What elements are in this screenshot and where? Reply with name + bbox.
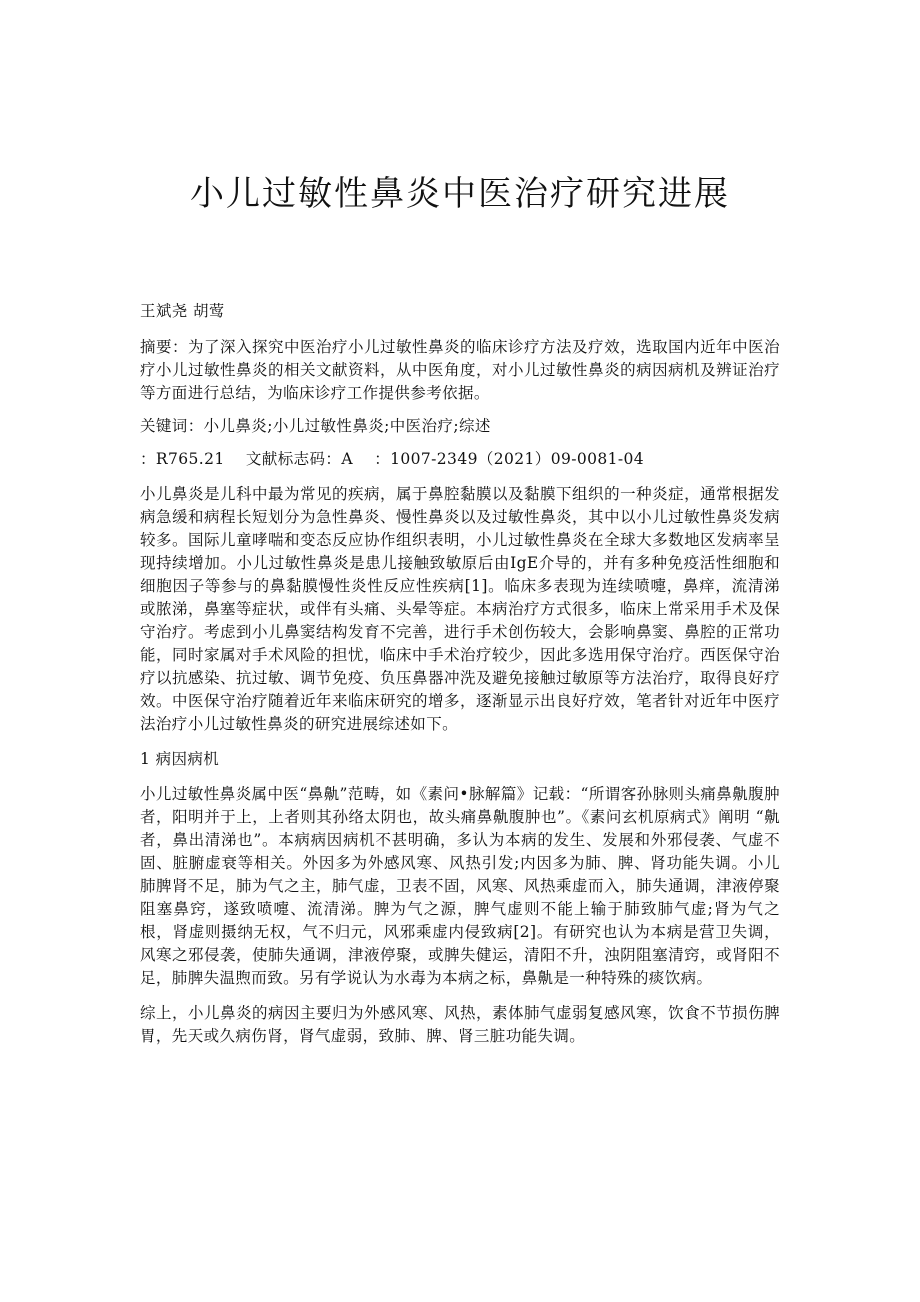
page-title: 小儿过敏性鼻炎中医治疗研究进展 [190, 174, 730, 214]
abstract: 摘要：为了深入探究中医治疗小儿过敏性鼻炎的临床诊疗方法及疗效，选取国内近年中医治疗小儿过敏性鼻炎的相关文献资料，从中医角度，对小儿过敏性鼻炎的病因病机及辨证治疗等方面进行总结，为临床诊疗工作提供参考依据。 [140, 338, 780, 402]
authors: 王斌尧 胡莺 [140, 302, 225, 320]
section-heading: 1 病因病机 [140, 750, 220, 768]
classification-info: ：R765.21 文献标志码：A ：1007-2349（2021）09-0081-04 [140, 450, 645, 468]
intro-paragraph: 小儿鼻炎是儿科中最为常见的疾病，属于鼻腔黏膜以及黏膜下组织的一种炎症，通常根据发病急缓和病程长短划分为急性鼻炎、慢性鼻炎以及过敏性鼻炎，其中以小儿过敏性鼻炎发病较多。国际儿童哮喘和变态反应协作组织表明，小儿过敏性鼻炎在全球大多数地区发病率呈现持续增加。小儿过敏性鼻炎是患儿接触致敏原后由IgE介导的，并有多种免疫活性细胞和细胞因子等参与的鼻黏膜慢性炎性反应性疾病[1]。临床多表现为连续喷嚏，鼻痒，流清涕或脓涕，鼻塞等症状，或伴有头痛、头晕等症。本病治疗方式很多，临床上常采用手术及保守治疗。考虑到小儿鼻窦结构发育不完善，进行手术创伤较大，会影响鼻窦、鼻腔的正常功能，同时家属对手术风险的担忧，临床中手术治疗较少，因此多选用保守治疗。西医保守治疗以抗感染、抗过敏、调节免疫、负压鼻器冲洗及避免接触过敏原等方法治疗，取得良好疗效。中医保守治疗随着近年来临床研究的增多，逐渐显示出良好疗效，笔者针对近年中医疗法治疗小儿过敏性鼻炎的研究进展综述如下。 [140, 485, 780, 733]
keywords: 关键词：小儿鼻炎;小儿过敏性鼻炎;中医治疗;综述 [140, 417, 491, 435]
section1-paragraph-1: 小儿过敏性鼻炎属中医“鼻鼽”范畴，如《素问•脉解篇》记载：“所谓客孙脉则头痛鼻鼽腹肿者，阳明并于上，上者则其孙络太阴也，故头痛鼻鼽腹肿也”。《素问玄机原病式》阐明 “鼽者，鼻出清涕也”。本病病因病机不甚明确，多认为本病的发生、发展和外邪侵袭、气虚不固、脏腑虚衰等相关。外因多为外感风寒、风热引发;内因多为肺、脾、肾功能失调。小儿肺脾肾不足，肺为气之主，肺气虚，卫表不固，风寒、风热乘虚而入，肺失通调，津液停聚阻塞鼻窍，遂致喷嚏、流清涕。脾为气之源，脾气虚则不能上输于肺致肺气虚;肾为气之根，肾虚则摄纳无权，气不归元，风邪乘虚内侵致病[2]。有研究也认为本病是营卫失调，风寒之邪侵袭，使肺失通调，津液停聚，或脾失健运，清阳不升，浊阴阻塞清窍，或肾阳不足，肺脾失温煦而致。另有学说认为水毒为本病之标，鼻鼽是一种特殊的痰饮病。 [140, 785, 780, 987]
section1-paragraph-2: 综上，小儿鼻炎的病因主要归为外感风寒、风热，素体肺气虚弱复感风寒，饮食不节损伤脾胃，先天或久病伤肾，肾气虚弱，致肺、脾、肾三脏功能失调。 [140, 1004, 780, 1045]
article-body [140, 300, 780, 1060]
